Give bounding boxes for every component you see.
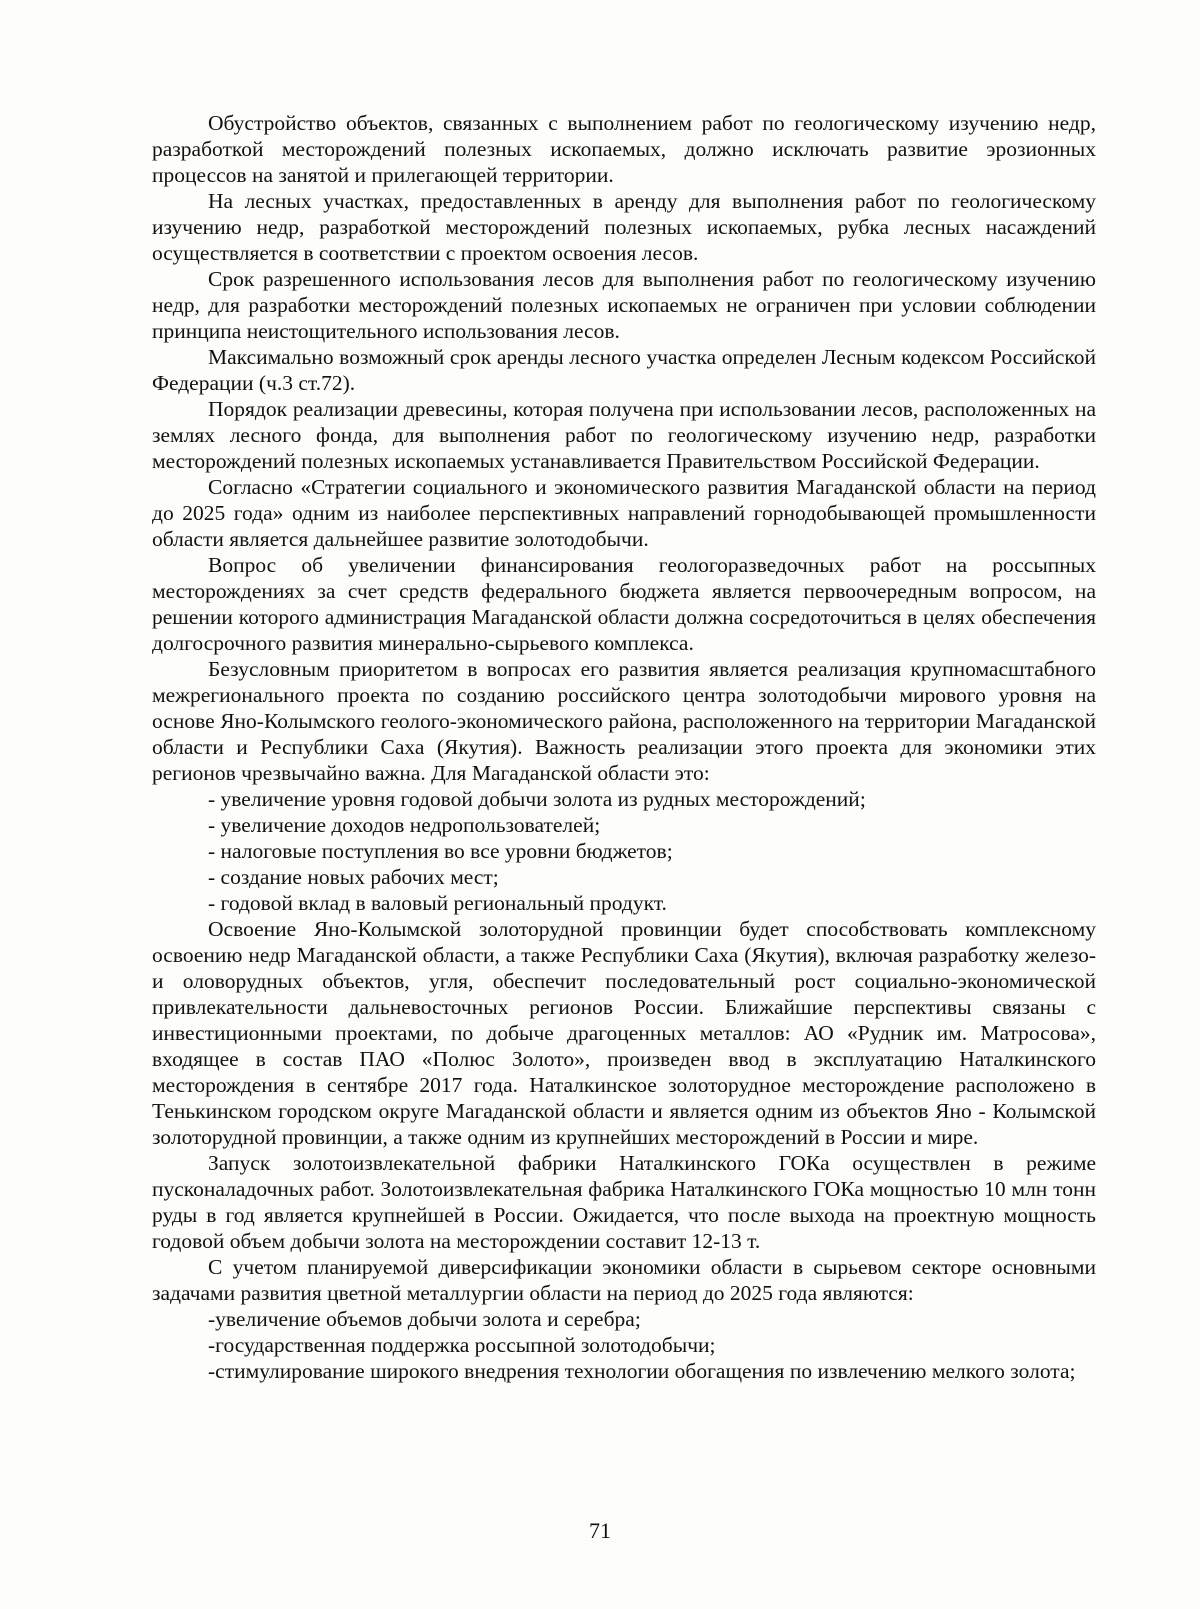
paragraph: Согласно «Стратегии социального и экономического развития Магаданской области на период до 2025 года» одним из наиболее перспективных направлений горнодобывающей промышленности области является дальнейшее развитие золотодобычи. [152,475,1096,551]
paragraph: С учетом планируемой диверсификации экономики области в сырьевом секторе основными задачами развития цветной металлургии области на период до 2025 года являются: [152,1255,1096,1305]
list-item: - создание новых рабочих мест; [208,865,499,889]
list-item: - годовой вклад в валовый региональный продукт. [208,891,667,915]
paragraph: Обустройство объектов, связанных с выполнением работ по геологическому изучению недр, разработкой месторождений полезных ископаемых, должно исключать развитие эрозионных процессов на занятой и прилегающей территории. [152,111,1096,187]
paragraph: Запуск золотоизвлекательной фабрики Наталкинского ГОКа осуществлен в режиме пусконаладочных работ. Золотоизвлекательная фабрика Наталкинского ГОКа мощностью 10 млн тонн руды в год является крупнейшей в России. Ожидается, что после выхода на проектную мощность годовой объем добычи золота на месторождении составит 12-13 т. [152,1151,1096,1253]
paragraph: Освоение Яно-Колымской золоторудной провинции будет способствовать комплексному освоению недр Магаданской области, а также Республики Саха (Якутия), включая разработку железо- и оловорудных объектов, угля, обеспечит последовательный рост социально-экономической привлекательности дальневосточных регионов России. Ближайшие перспективы связаны с инвестиционными проектами, по добыче драгоценных металлов: АО «Рудник им. Матросова», входящее в состав ПАО «Полюс Золото», произведен ввод в эксплуатацию Наталкинского месторождения в сентябре 2017 года. Наталкинское золоторудное месторождение расположено в Тенькинском городском округе Магаданской области и является одним из объектов Яно - Колымской золоторудной провинции, а также одним из крупнейших месторождений в России и мире. [152,917,1096,1149]
paragraph: Срок разрешенного использования лесов для выполнения работ по геологическому изучению недр, для разработки месторождений полезных ископаемых не ограничен при условии соблюдении принципа неистощительного использования лесов. [152,267,1096,343]
paragraph: На лесных участках, предоставленных в аренду для выполнения работ по геологическому изучению недр, разработкой месторождений полезных ископаемых, рубка лесных насаждений осуществляется в соответствии с проектом освоения лесов. [152,189,1096,265]
list-item: -государственная поддержка россыпной золотодобычи; [208,1333,716,1357]
list-item: -увеличение объемов добычи золота и серебра; [208,1307,641,1331]
paragraph: Вопрос об увеличении финансирования геологоразведочных работ на россыпных месторождениях за счет средств федерального бюджета является первоочередным вопросом, на решении которого администрация Магаданской области должна сосредоточиться в целях обеспечения долгосрочного развития минерально-сырьевого комплекса. [152,553,1096,655]
list-item: - увеличение уровня годовой добычи золота из рудных месторождений; [208,787,866,811]
paragraph: Максимально возможный срок аренды лесного участка определен Лесным кодексом Российской Федерации (ч.3 ст.72). [152,345,1096,395]
page-number: 71 [589,1518,611,1543]
document-body [152,110,1096,1384]
paragraph: Порядок реализации древесины, которая получена при использовании лесов, расположенных на землях лесного фонда, для выполнения работ по геологическому изучению недр, разработки месторождений полезных ископаемых устанавливается Правительством Российской Федерации. [152,397,1096,473]
list-item: - увеличение доходов недропользователей; [208,813,601,837]
paragraph: Безусловным приоритетом в вопросах его развития является реализация крупномасштабного межрегионального проекта по созданию российского центра золотодобычи мирового уровня на основе Яно-Колымского геолого-экономического района, расположенного на территории Магаданской области и Республики Саха (Якутия). Важность реализации этого проекта для экономики этих регионов чрезвычайно важна. Для Магаданской области это: [152,657,1096,785]
paragraph: -стимулирование широкого внедрения технологии обогащения по извлечению мелкого золота; [208,1359,1076,1383]
list-item: - налоговые поступления во все уровни бюджетов; [208,839,673,863]
